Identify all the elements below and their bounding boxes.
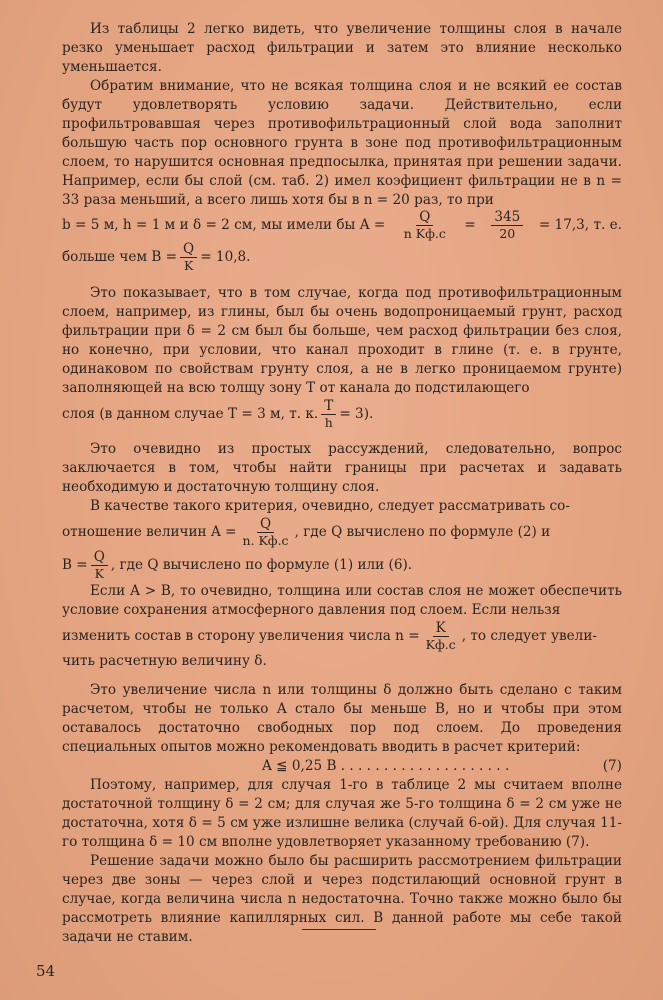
eq-text-end: = 17,3, т. е. [538, 216, 622, 233]
formula-number: (7) [602, 758, 622, 774]
fraction-denominator: Kф.с [425, 636, 456, 652]
equation-line-e [62, 548, 622, 582]
eq-text-start: B = [62, 556, 88, 573]
paragraph-6: Если A > B, то очевидно, толщина или состав слоя не может обеспечить условие сохранения атмосферного давления под слоем. Если нельзя [62, 583, 622, 618]
paragraph-7: Это увеличение числа n или толщины δ должно быть сделано с таким расчетом, чтобы не только A стало бы меньше B, но и чтобы при этом оставалось достаточно свободных пор под слоем. До проведения специальных опытов можно рекомендовать вводить в расчет критерий: [62, 682, 622, 755]
fraction-q-over-nk [239, 517, 291, 548]
fraction-denominator: n Kф.с [403, 225, 446, 241]
eq-text-end: , где Q вычислено по формуле (1) или (6). [110, 556, 413, 573]
paragraph-1: Из таблицы 2 легко видеть, что увеличение толщины слоя в начале резко уменьшает расход фильтрации и затем это влияние несколько уменьшается. [62, 21, 622, 75]
eq-text-end: = 3). [339, 405, 374, 422]
paragraph-3: Это показывает, что в том случае, когда под противофильтрационным слоем, например, из глины, был бы очень водопроницаемый грунт, расход фильтрации при δ = 2 см был бы больше, чем расход фильтрации без слоя, но конечно, при условии, что канал проходит в глине (т. е. в грунте, одинаковом по свойствам грунту слоя, а не в легко проницаемом грунте) заполняющей на всю толщу зону T от канала до подстилающего [62, 285, 622, 396]
paragraph-9: Решение задачи можно было бы расширить рассмотрением фильтрации через две зоны — через слой и через подстилающий основной грунт в случае, когда величина числа n недостаточна. Точно также можно было бы рассмотреть влияние капиллярных сил. В данной работе мы себе такой задачи не ставим. [62, 853, 622, 945]
equation-line-c [62, 398, 622, 430]
section-divider [302, 929, 376, 930]
page-number: 54 [36, 962, 56, 980]
fraction-345-over-20 [491, 210, 523, 241]
eq-text-start: слоя (в данном случае T = 3 м, т. к. [62, 405, 319, 422]
eq-text-start: b = 5 м, h = 1 м и δ = 2 см, мы имели бы A = [62, 216, 386, 233]
fraction-numerator: Q [180, 242, 197, 258]
equation-line-f [62, 620, 622, 652]
criterion-formula [62, 757, 622, 776]
fraction-numerator: T [321, 399, 336, 415]
equation-line-b [62, 240, 622, 274]
eq-text-start: больше чем B = [62, 248, 178, 265]
eq-text-end: = 10,8. [200, 248, 251, 265]
body-text [62, 20, 622, 947]
fraction-denominator: K [94, 565, 104, 581]
fraction-t-over-h [321, 399, 336, 430]
eq-text-start: отношение величин A = [62, 523, 237, 540]
fraction-q-over-nk [401, 210, 449, 241]
equation-line-a [62, 210, 622, 240]
fraction-numerator: K [433, 621, 449, 637]
paragraph-4: Это очевидно из простых рассуждений, следовательно, вопрос заключается в том, чтобы найти границы при расчетах и задавать необходимую и достаточную толщину слоя. [62, 441, 622, 495]
formula-text: A ≦ 0,25 B . . . . . . . . . . . . . . . . . . . . [262, 758, 510, 774]
paragraph-6-last-line: чить расчетную величину δ. [62, 653, 267, 669]
fraction-numerator: 345 [491, 210, 523, 226]
eq-text-end: , то следует увели- [461, 627, 597, 644]
fraction-numerator: Q [416, 210, 433, 226]
fraction-k-over-kfs [423, 621, 459, 652]
fraction-q-over-k [180, 242, 197, 273]
eq-text-start: изменить состав в сторону увеличения числа n = [62, 627, 420, 644]
eq-text-end: , где Q вычислено по формуле (2) и [294, 523, 551, 540]
eq-equals: = [464, 216, 476, 233]
fraction-q-over-k [91, 550, 108, 581]
paragraph-5: В качестве такого критерия, очевидно, следует рассматривать со- [90, 498, 570, 514]
fraction-numerator: Q [257, 517, 274, 533]
fraction-denominator: K [183, 257, 194, 273]
fraction-denominator: h [324, 414, 333, 430]
fraction-numerator: Q [91, 550, 108, 566]
paragraph-8: Поэтому, например, для случая 1-го в таблице 2 мы считаем вполне достаточной толщину δ = 2 см; для случая же 5-го толщина δ = 2 см уже не достаточна, хотя δ = 5 см уже излишне велика (случай 6-ой). Для случая 11-го толщина δ = 10 см вполне удовлетворяет указанному требованию (7). [62, 777, 622, 850]
fraction-denominator: n. Kф.с [242, 532, 289, 548]
paragraph-2: Обратим внимание, что не всякая толщина слоя и не всякий ее состав будут удовлетворять условию задачи. Действительно, если профильтровавшая через противофильтрационный слой вода заполнит большую часть пор основного грунта в зоне под противофильтрационным слоем, то нарушится основная предпосылка, принятая при решении задачи. Например, если бы слой (см. таб. 2) имел коэфициент фильтрации не в n = 33 раза меньший, а всего лишь хотя бы в n = 20 раз, то при [62, 78, 622, 208]
fraction-denominator: 20 [499, 225, 516, 241]
equation-line-d [62, 516, 622, 548]
